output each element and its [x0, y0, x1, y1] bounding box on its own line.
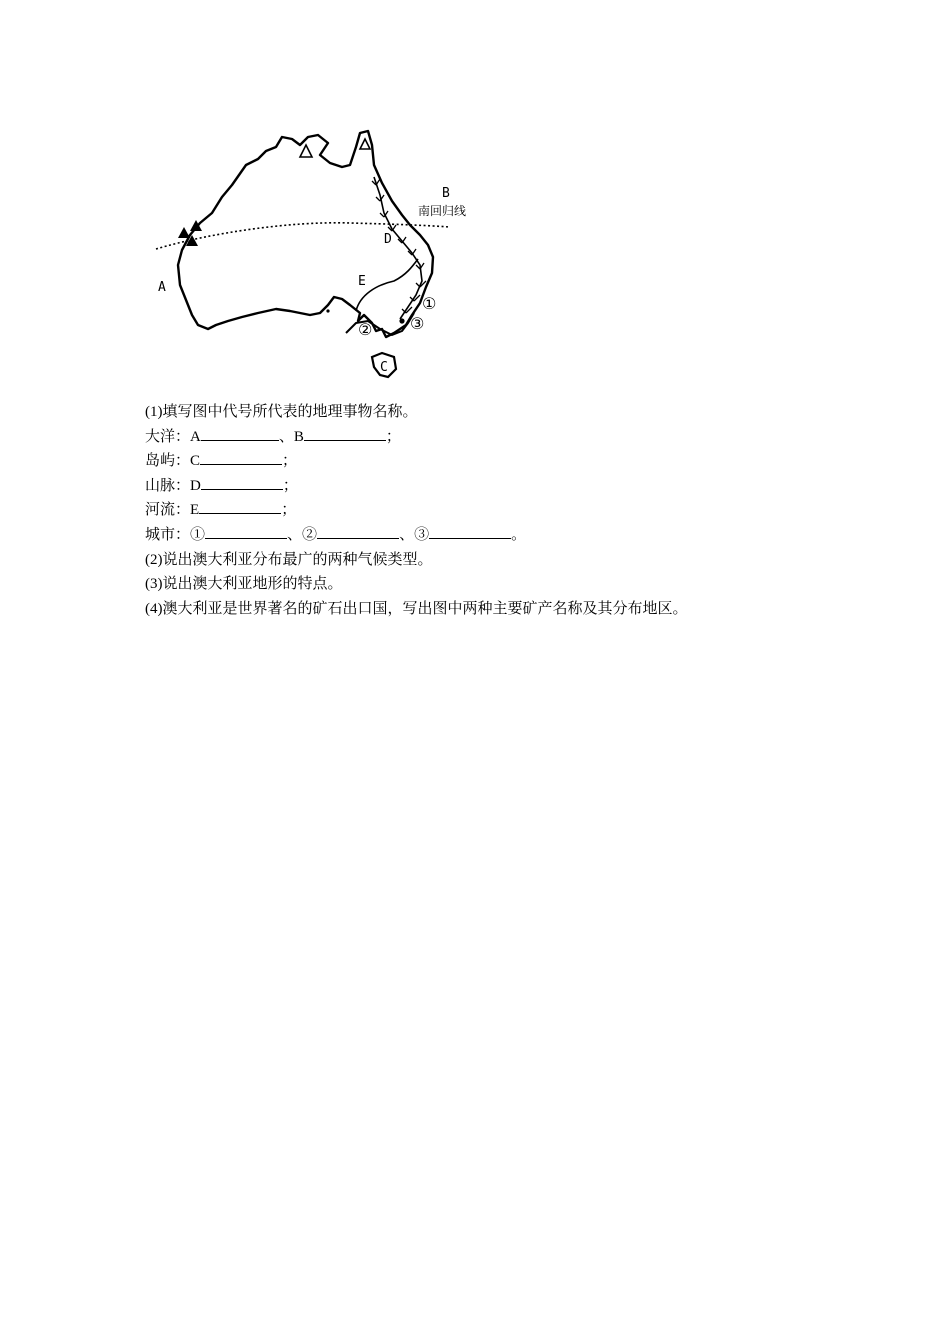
city-3-blank[interactable] — [429, 523, 511, 539]
question-2-text: (2)说出澳大利亚分布最广的两种气候类型。 — [145, 551, 433, 568]
city-2-code: ② — [302, 526, 318, 543]
mountain-d-blank[interactable] — [201, 474, 283, 490]
label-city-3: ③ — [410, 314, 425, 333]
australia-coastline — [178, 131, 433, 337]
label-ocean-a: A — [158, 280, 166, 295]
mountain-line — [145, 474, 845, 499]
island-c-code: C — [190, 453, 201, 470]
city-1-code: ① — [190, 526, 206, 543]
ocean-b-blank[interactable] — [304, 425, 386, 441]
question-3-text: (3)说出澳大利亚地形的特点。 — [145, 576, 343, 593]
question-4 — [145, 597, 845, 622]
separator: 、 — [278, 428, 294, 445]
city-2-blank[interactable] — [317, 523, 399, 539]
semicolon: ； — [282, 477, 298, 494]
river-e-blank[interactable] — [199, 498, 281, 514]
southern-gulf-outline — [346, 313, 414, 335]
label-river-e: E — [358, 274, 366, 289]
semicolon: ； — [282, 453, 298, 470]
question-1 — [145, 400, 845, 425]
ocean-b-code: B — [293, 428, 304, 445]
mountain-d-code: D — [190, 477, 201, 494]
label-ocean-b: B — [442, 186, 450, 201]
ocean-prefix: 大洋： — [145, 428, 191, 445]
bauxite-triangle-northeast — [360, 139, 370, 149]
question-block — [145, 400, 845, 621]
australia-map-svg — [150, 125, 490, 385]
ocean-a-code: A — [190, 428, 201, 445]
australia-map-figure — [150, 125, 490, 385]
question-2 — [145, 548, 845, 573]
city-dot-small — [326, 309, 329, 312]
city-3-code: ③ — [414, 526, 430, 543]
bauxite-triangle-north — [300, 145, 312, 157]
ocean-line — [145, 425, 845, 450]
island-c-blank[interactable] — [200, 449, 282, 465]
city-dot — [399, 318, 404, 323]
label-city-1: ① — [422, 294, 437, 313]
ocean-a-blank[interactable] — [201, 425, 279, 441]
question-1-text: (1)填写图中代号所代表的地理事物名称。 — [145, 404, 418, 420]
iron-ore-triangle-1 — [178, 227, 190, 238]
semicolon: ； — [281, 502, 297, 519]
period: 。 — [511, 526, 527, 543]
label-city-2: ② — [358, 320, 373, 339]
river-line — [145, 498, 845, 523]
label-tropic: 南回归线 — [418, 204, 467, 218]
separator: 、 — [287, 526, 303, 543]
label-mountain-d: D — [384, 232, 392, 247]
question-4-text: (4)澳大利亚是世界著名的矿石出口国，写出图中两种主要矿产名称及其分布地区。 — [145, 600, 688, 617]
island-line — [145, 449, 845, 474]
question-3 — [145, 572, 845, 597]
river-e-code: E — [190, 502, 200, 519]
island-prefix: 岛屿： — [145, 453, 191, 470]
semicolon: ； — [385, 428, 401, 445]
city-1-blank[interactable] — [205, 523, 287, 539]
separator: 、 — [399, 526, 415, 543]
label-island-c: C — [380, 360, 388, 375]
city-line — [145, 523, 845, 548]
river-prefix: 河流： — [145, 502, 191, 519]
mountain-prefix: 山脉： — [145, 477, 191, 494]
city-prefix: 城市： — [145, 526, 191, 543]
